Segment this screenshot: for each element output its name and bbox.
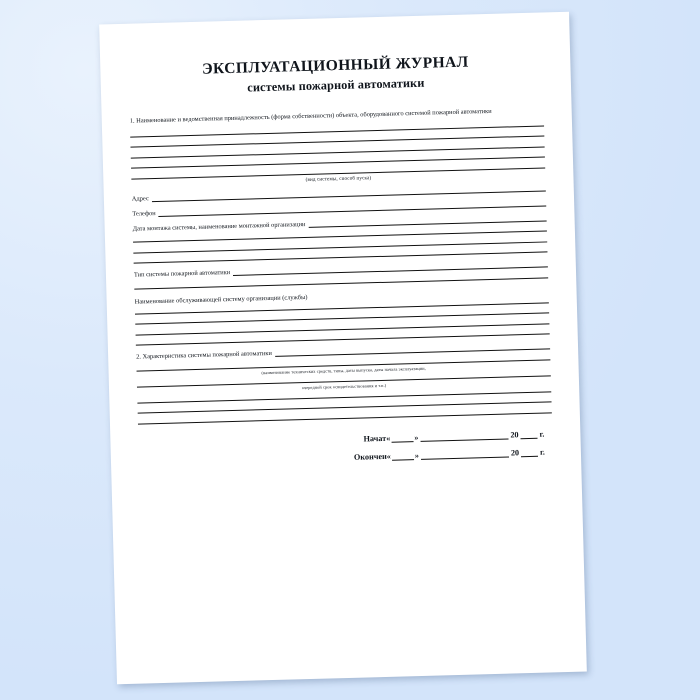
address-label: Адрес — [131, 194, 149, 203]
system-type-field[interactable] — [134, 260, 548, 279]
system-type-label: Тип системы пожарной автоматики — [133, 269, 231, 279]
document-title-block — [128, 51, 543, 100]
form-item-2-input[interactable] — [275, 342, 550, 357]
document-sheet — [99, 12, 587, 684]
service-org-label: Наименование обслуживающей систему организации (службы) — [134, 293, 308, 306]
write-line[interactable] — [131, 157, 545, 169]
install-date-label: Дата монтажа системы, наименование монтажной организации — [132, 220, 306, 233]
write-line[interactable] — [133, 231, 547, 243]
finished-year-prefix: 20 — [510, 448, 520, 458]
phone-label: Телефон — [132, 209, 156, 218]
quote-open: « — [386, 451, 391, 461]
started-day-input[interactable] — [391, 433, 413, 443]
finished-year-abbr: г. — [539, 447, 546, 457]
system-kind-caption: (вид системы, способ пуска) — [305, 174, 372, 183]
system-type-input[interactable] — [233, 260, 548, 277]
write-line[interactable] — [131, 146, 545, 158]
form-item-1-label: 1. Наименование и ведомственная принадлежность (форма собственности) объекта, оборудованного системой пожарной автоматики — [129, 108, 492, 126]
started-row[interactable] — [138, 429, 552, 449]
write-line[interactable] — [135, 313, 549, 325]
write-line[interactable] — [135, 302, 549, 314]
form-item-2-field[interactable] — [136, 342, 550, 361]
form-item-2-label: 2. Характеристика системы пожарной автоматики — [136, 350, 272, 361]
write-line[interactable] — [136, 323, 550, 335]
write-line[interactable] — [137, 391, 551, 403]
started-year-abbr: г. — [539, 429, 545, 439]
install-date-field[interactable] — [133, 213, 547, 232]
quote-open: « — [386, 433, 391, 443]
finished-label: Окончен — [353, 451, 387, 462]
quote-close: » — [414, 450, 420, 460]
finished-row[interactable] — [139, 447, 553, 467]
write-line[interactable] — [138, 402, 552, 414]
document-content — [99, 12, 587, 684]
finished-year-input[interactable] — [521, 448, 538, 457]
install-date-input[interactable] — [308, 213, 546, 227]
started-year-prefix: 20 — [510, 430, 519, 440]
write-line[interactable] — [138, 412, 552, 424]
write-line[interactable] — [130, 136, 544, 148]
write-line[interactable] — [133, 241, 547, 253]
started-label: Начат — [363, 433, 387, 444]
technical-caption-line2: очередной срок освидетельствования и т.п.) — [301, 382, 387, 390]
page-title: ЭКСПЛУАТАЦИОННЫЙ ЖУРНАЛ — [201, 53, 469, 78]
write-line[interactable] — [134, 277, 548, 289]
document-footer — [138, 429, 553, 467]
started-month-input[interactable] — [420, 430, 508, 441]
quote-close: » — [414, 432, 419, 442]
page-subtitle: системы пожарной автоматики — [247, 76, 425, 95]
finished-month-input[interactable] — [421, 448, 509, 459]
technical-caption-line1: (наименование технических средств, типы, даты выпуска, даты начала эксплуатации, — [261, 365, 426, 376]
finished-day-input[interactable] — [392, 451, 414, 461]
write-line[interactable] — [130, 125, 544, 137]
started-year-input[interactable] — [520, 430, 537, 439]
